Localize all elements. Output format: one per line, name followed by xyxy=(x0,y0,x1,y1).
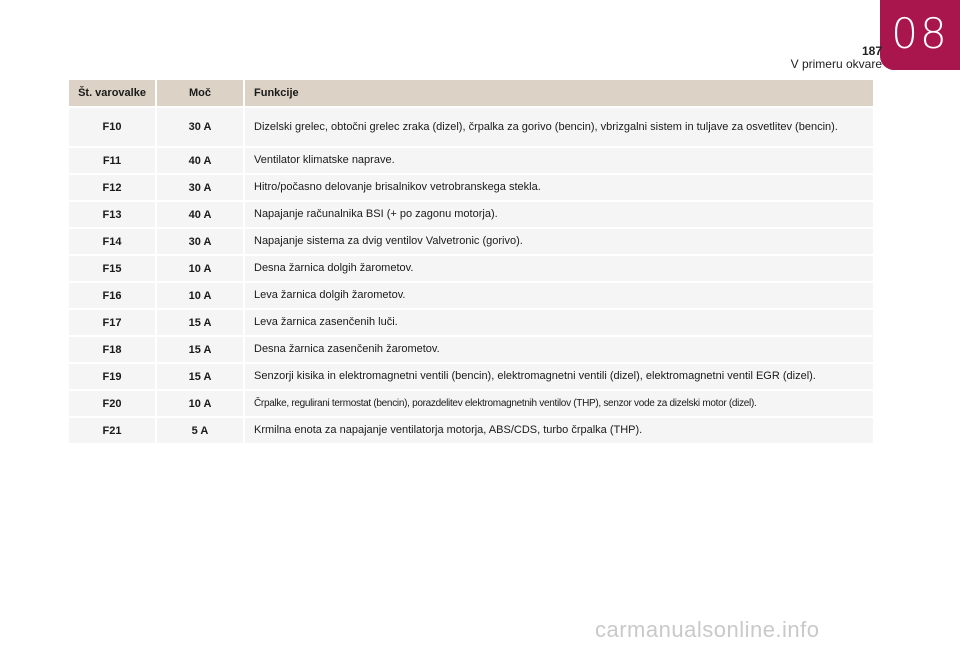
fuse-number: F15 xyxy=(69,254,157,281)
fuse-function: Napajanje sistema za dvig ventilov Valvetronic (gorivo). xyxy=(245,227,873,254)
table-row xyxy=(69,254,873,281)
fuse-function: Črpalke, regulirani termostat (bencin), porazdelitev elektromagnetnih ventilov (THP), senzor vode za dizelski motor (dizel). xyxy=(245,389,873,416)
fuse-number: F11 xyxy=(69,146,157,173)
table-row xyxy=(69,281,873,308)
fuse-amperage: 15 A xyxy=(157,335,245,362)
fuse-amperage: 5 A xyxy=(157,416,245,443)
section-title: V primeru okvare xyxy=(790,57,882,71)
table-header-row xyxy=(69,80,873,106)
chapter-tab xyxy=(880,0,960,70)
fuse-amperage: 30 A xyxy=(157,227,245,254)
fuse-number: F18 xyxy=(69,335,157,362)
fuse-amperage: 15 A xyxy=(157,308,245,335)
fuse-number: F16 xyxy=(69,281,157,308)
column-header-fuse: Št. varovalke xyxy=(69,80,157,106)
fuse-function: Krmilna enota za napajanje ventilatorja motorja, ABS/CDS, turbo črpalka (THP). xyxy=(245,416,873,443)
table-row xyxy=(69,308,873,335)
column-header-functions: Funkcije xyxy=(245,80,873,106)
table-row xyxy=(69,335,873,362)
fuse-number: F13 xyxy=(69,200,157,227)
fuse-table xyxy=(69,80,873,443)
table-row xyxy=(69,362,873,389)
table-row xyxy=(69,173,873,200)
chapter-number: 08 xyxy=(891,8,949,58)
fuse-amperage: 10 A xyxy=(157,254,245,281)
fuse-function: Hitro/počasno delovanje brisalnikov vetrobranskega stekla. xyxy=(245,173,873,200)
fuse-number: F17 xyxy=(69,308,157,335)
fuse-amperage: 10 A xyxy=(157,281,245,308)
table-row xyxy=(69,146,873,173)
fuse-function: Desna žarnica zasenčenih žarometov. xyxy=(245,335,873,362)
fuse-number: F10 xyxy=(69,106,157,146)
fuse-function: Napajanje računalnika BSI (+ po zagonu motorja). xyxy=(245,200,873,227)
fuse-function: Ventilator klimatske naprave. xyxy=(245,146,873,173)
fuse-function: Leva žarnica zasenčenih luči. xyxy=(245,308,873,335)
fuse-number: F12 xyxy=(69,173,157,200)
fuse-number: F21 xyxy=(69,416,157,443)
fuse-function: Leva žarnica dolgih žarometov. xyxy=(245,281,873,308)
fuse-number: F20 xyxy=(69,389,157,416)
table-row xyxy=(69,416,873,443)
fuse-amperage: 30 A xyxy=(157,106,245,146)
watermark: carmanualsonline.info xyxy=(595,617,820,642)
table-row xyxy=(69,106,873,146)
fuse-number: F14 xyxy=(69,227,157,254)
table-row xyxy=(69,227,873,254)
fuse-function: Desna žarnica dolgih žarometov. xyxy=(245,254,873,281)
fuse-amperage: 15 A xyxy=(157,362,245,389)
fuse-function: Dizelski grelec, obtočni grelec zraka (dizel), črpalka za gorivo (bencin), vbrizgalni sistem in tuljave za osvetlitev (bencin). xyxy=(245,106,873,146)
page-number: 187 xyxy=(861,44,882,58)
fuse-function: Senzorji kisika in elektromagnetni ventili (bencin), elektromagnetni ventili (dizel), elektromagnetni ventil EGR (dizel). xyxy=(245,362,873,389)
page-header xyxy=(791,45,882,71)
fuse-amperage: 10 A xyxy=(157,389,245,416)
column-header-amperage: Moč xyxy=(157,80,245,106)
fuse-amperage: 40 A xyxy=(157,146,245,173)
fuse-number: F19 xyxy=(69,362,157,389)
fuse-amperage: 40 A xyxy=(157,200,245,227)
table-row xyxy=(69,389,873,416)
table-row xyxy=(69,200,873,227)
fuse-amperage: 30 A xyxy=(157,173,245,200)
